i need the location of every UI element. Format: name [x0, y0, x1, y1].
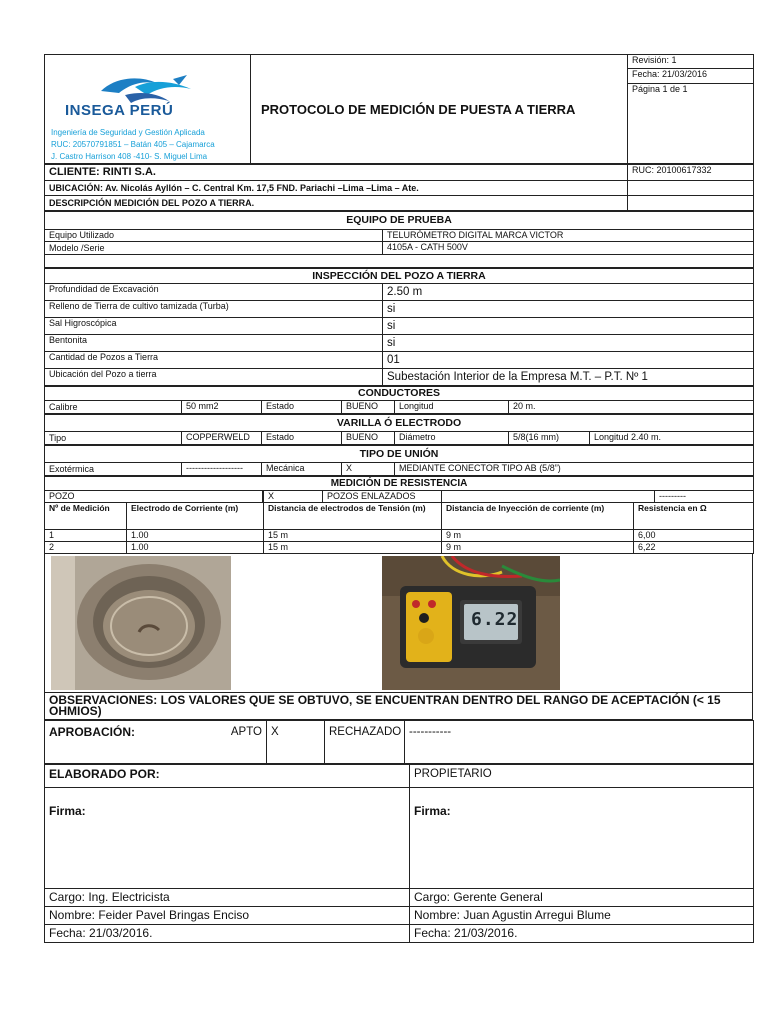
resistance-header: Distancia de electrodos de Tensión (m) [264, 503, 442, 530]
document-title: PROTOCOLO DE MEDICIÓN DE PUESTA A TIERRA [251, 55, 628, 164]
nombre-left: Nombre: Feider Pavel Bringas Enciso [45, 907, 410, 925]
fecha-right: Fecha: 21/03/2016. [410, 925, 754, 943]
signature-field-right: Firma: [410, 788, 754, 889]
length-value: 20 m. [509, 401, 754, 414]
observations-table [44, 692, 753, 720]
connector-type: MEDIANTE CONECTOR TIPO AB (5/8”) [395, 463, 754, 476]
equipment-title: EQUIPO DE PRUEBA [45, 212, 754, 230]
approval-apto: APTO [149, 721, 267, 764]
inspection-label: Profundidad de Excavación [45, 284, 383, 301]
inspection-value: Subestación Interior de la Empresa M.T. – P.T. Nº 1 [383, 369, 754, 386]
resistance-cell: 1.00 [127, 542, 264, 554]
resistance-cell: 2 [45, 542, 127, 554]
protocol-document [44, 54, 753, 943]
diameter-label: Diámetro [395, 432, 509, 445]
caliber-value: 50 mm2 [182, 401, 262, 414]
exothermic-label: Exotérmica [45, 463, 182, 476]
union-table [44, 445, 754, 476]
client-ruc: RUC: 20100617332 [628, 165, 754, 181]
inspection-label: Ubicación del Pozo a tierra [45, 369, 383, 386]
linked-value: --------- [659, 491, 686, 501]
inspection-label: Bentonita [45, 335, 383, 352]
approval-table [44, 720, 754, 764]
signature-field-left: Firma: [45, 788, 410, 889]
state-label: Estado [262, 401, 342, 414]
approval-label: APROBACIÓN: [45, 721, 149, 764]
measurement-description: DESCRIPCIÓN MEDICIÓN DEL POZO A TIERRA. [45, 196, 628, 211]
state-value: BUENO [342, 432, 395, 445]
observations: OBSERVACIONES: LOS VALORES QUE SE OBTUVO, SE ENCUENTRAN DENTRO DEL RANGO DE ACEPTACIÓN (< 15 OHMIOS) [45, 693, 753, 720]
inspection-value: 01 [383, 352, 754, 369]
inspection-value: si [383, 335, 754, 352]
page-number: Página 1 de 1 [628, 83, 754, 164]
company-name: INSEGA PERÚ [65, 102, 174, 119]
elaborated-label: ELABORADO POR: [45, 765, 410, 788]
resistance-header: Distancia de Inyección de corriente (m) [442, 503, 634, 530]
equipment-value: TELURÓMETRO DIGITAL MARCA VICTOR [383, 230, 754, 242]
exothermic-value: ------------------- [182, 463, 262, 476]
company-line: Ingeniería de Seguridad y Gestión Aplicada [51, 128, 205, 137]
resistance-cell: 1.00 [127, 530, 264, 542]
mechanical-value: X [342, 463, 395, 476]
state-label: Estado [262, 432, 342, 445]
signatures-table [44, 764, 754, 943]
linked-label: POZOS ENLAZADOS [327, 491, 416, 501]
resistance-cell: 15 m [264, 530, 442, 542]
resistance-header: Resistencia en Ω [634, 503, 754, 530]
header-date: Fecha: 21/03/2016 [628, 69, 754, 83]
header-table [44, 54, 754, 164]
inspection-label: Cantidad de Pozos a Tierra [45, 352, 383, 369]
logo-block [45, 55, 251, 164]
electrode-length: Longitud 2.40 m. [590, 432, 754, 445]
inspection-value: si [383, 318, 754, 335]
client-name: CLIENTE: RINTI S.A. [45, 165, 628, 181]
resistance-table [44, 476, 754, 554]
cargo-left: Cargo: Ing. Electricista [45, 889, 410, 907]
conductors-title: CONDUCTORES [45, 387, 754, 401]
client-location: UBICACIÓN: Av. Nicolás Ayllón – C. Central Km. 17,5 FND. Pariachi –Lima –Lima – Ate. [45, 181, 628, 196]
conductors-table [44, 386, 754, 414]
fecha-left: Fecha: 21/03/2016. [45, 925, 410, 943]
inspection-label: Sal Higroscópica [45, 318, 383, 335]
length-label: Longitud [395, 401, 509, 414]
resistance-header: Electrodo de Corriente (m) [127, 503, 264, 530]
resistance-cell: 9 m [442, 530, 634, 542]
diameter-value: 5/8(16 mm) [509, 432, 590, 445]
union-title: TIPO DE UNIÓN [45, 446, 754, 463]
pozo-mark: X [264, 491, 323, 502]
model-value: 4105A - CATH 500V [383, 242, 754, 255]
resistance-cell: 15 m [264, 542, 442, 554]
type-label: Tipo [45, 432, 182, 445]
resistance-cell: 6,00 [634, 530, 754, 542]
type-value: COPPERWELD [182, 432, 262, 445]
resistance-cell: 9 m [442, 542, 634, 554]
resistance-cell: 1 [45, 530, 127, 542]
company-info [51, 127, 215, 163]
rejected-label: RECHAZADO [325, 721, 405, 764]
company-line: RUC: 20570791851 – Batán 405 – Cajamarca [51, 140, 215, 149]
well-photo [51, 556, 231, 690]
electrode-title: VARILLA Ó ELECTRODO [45, 415, 754, 432]
pozo-label: POZO [45, 491, 263, 502]
inspection-title: INSPECCIÓN DEL POZO A TIERRA [45, 269, 754, 284]
resistance-header: Nº de Medición [45, 503, 127, 530]
electrode-table [44, 414, 754, 445]
revision: Revisión: 1 [628, 55, 754, 69]
equipment-label: Equipo Utilizado [45, 230, 383, 242]
resistance-cell: 6,22 [634, 542, 754, 554]
company-line: J. Castro Harrison 408 -410- S. Miguel Lima [51, 152, 208, 161]
apto-mark: X [267, 721, 325, 764]
mechanical-label: Mecánica [262, 463, 342, 476]
rejected-mark: ----------- [405, 721, 754, 764]
meter-display-reading: 6.22 [471, 609, 519, 630]
inspection-table [44, 268, 754, 386]
resistance-title: MEDICIÓN DE RESISTENCIA [45, 477, 754, 491]
inspection-label: Relleno de Tierra de cultivo tamizada (Turba) [45, 301, 383, 318]
nombre-right: Nombre: Juan Agustin Arregui Blume [410, 907, 754, 925]
client-table [44, 164, 754, 211]
model-label: Modelo /Serie [45, 242, 383, 255]
owner-label: PROPIETARIO [410, 765, 754, 788]
equipment-table [44, 211, 754, 268]
inspection-value: 2.50 m [383, 284, 754, 301]
state-value: BUENO [342, 401, 395, 414]
cargo-right: Cargo: Gerente General [410, 889, 754, 907]
inspection-value: si [383, 301, 754, 318]
caliber-label: Calibre [45, 401, 182, 414]
photos-row [44, 554, 753, 692]
